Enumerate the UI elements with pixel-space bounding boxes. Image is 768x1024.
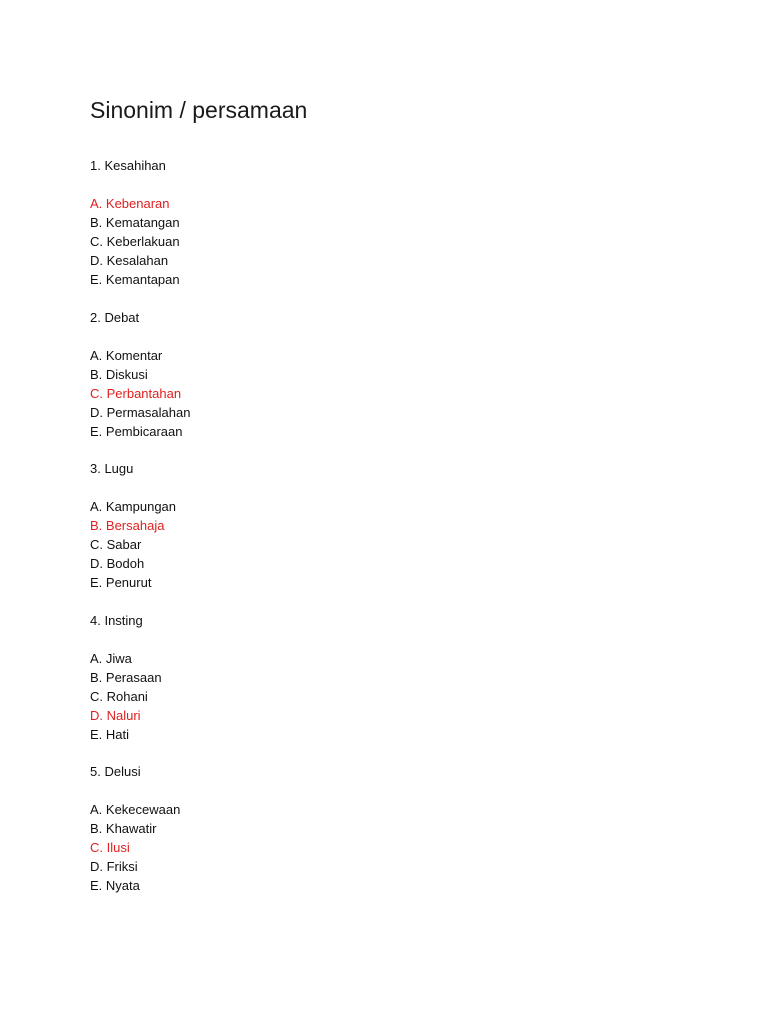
answer-option-b: B. Bersahaja	[90, 518, 165, 533]
question-prompt: 1. Kesahihan	[90, 158, 166, 173]
question-prompt: 4. Insting	[90, 613, 143, 628]
answer-option-a: A. Jiwa	[90, 651, 132, 666]
question-3	[90, 459, 690, 592]
answer-option-d: D. Naluri	[90, 708, 141, 723]
answer-option-d: D. Permasalahan	[90, 405, 191, 420]
answer-option-d: D. Bodoh	[90, 556, 145, 571]
answer-option-b: B. Kematangan	[90, 215, 180, 230]
question-4	[90, 611, 690, 744]
question-1	[90, 156, 690, 289]
answer-option-b: B. Perasaan	[90, 670, 162, 685]
answer-option-e: E. Penurut	[90, 575, 152, 590]
answer-option-e: E. Kemantapan	[90, 272, 180, 287]
answer-option-d: D. Friksi	[90, 859, 138, 874]
answer-option-b: B. Khawatir	[90, 821, 157, 836]
answer-option-e: E. Hati	[90, 727, 130, 742]
answer-option-d: D. Kesalahan	[90, 253, 169, 268]
answer-option-e: E. Nyata	[90, 878, 140, 893]
answer-option-c: C. Rohani	[90, 689, 148, 704]
answer-option-c: C. Ilusi	[90, 840, 130, 855]
question-prompt: 2. Debat	[90, 310, 140, 325]
answer-option-c: C. Perbantahan	[90, 386, 182, 401]
question-2	[90, 308, 690, 441]
answer-option-a: A. Komentar	[90, 348, 163, 363]
answer-option-a: A. Kekecewaan	[90, 802, 181, 817]
answer-option-e: E. Pembicaraan	[90, 424, 183, 439]
answer-option-b: B. Diskusi	[90, 367, 148, 382]
answer-option-c: C. Keberlakuan	[90, 234, 180, 249]
question-prompt: 5. Delusi	[90, 764, 141, 779]
page-title: Sinonim / persamaan	[90, 97, 308, 123]
question-prompt: 3. Lugu	[90, 461, 134, 476]
answer-option-a: A. Kebenaran	[90, 196, 170, 211]
answer-option-c: C. Sabar	[90, 537, 142, 552]
answer-option-a: A. Kampungan	[90, 499, 177, 514]
question-5	[90, 762, 690, 895]
